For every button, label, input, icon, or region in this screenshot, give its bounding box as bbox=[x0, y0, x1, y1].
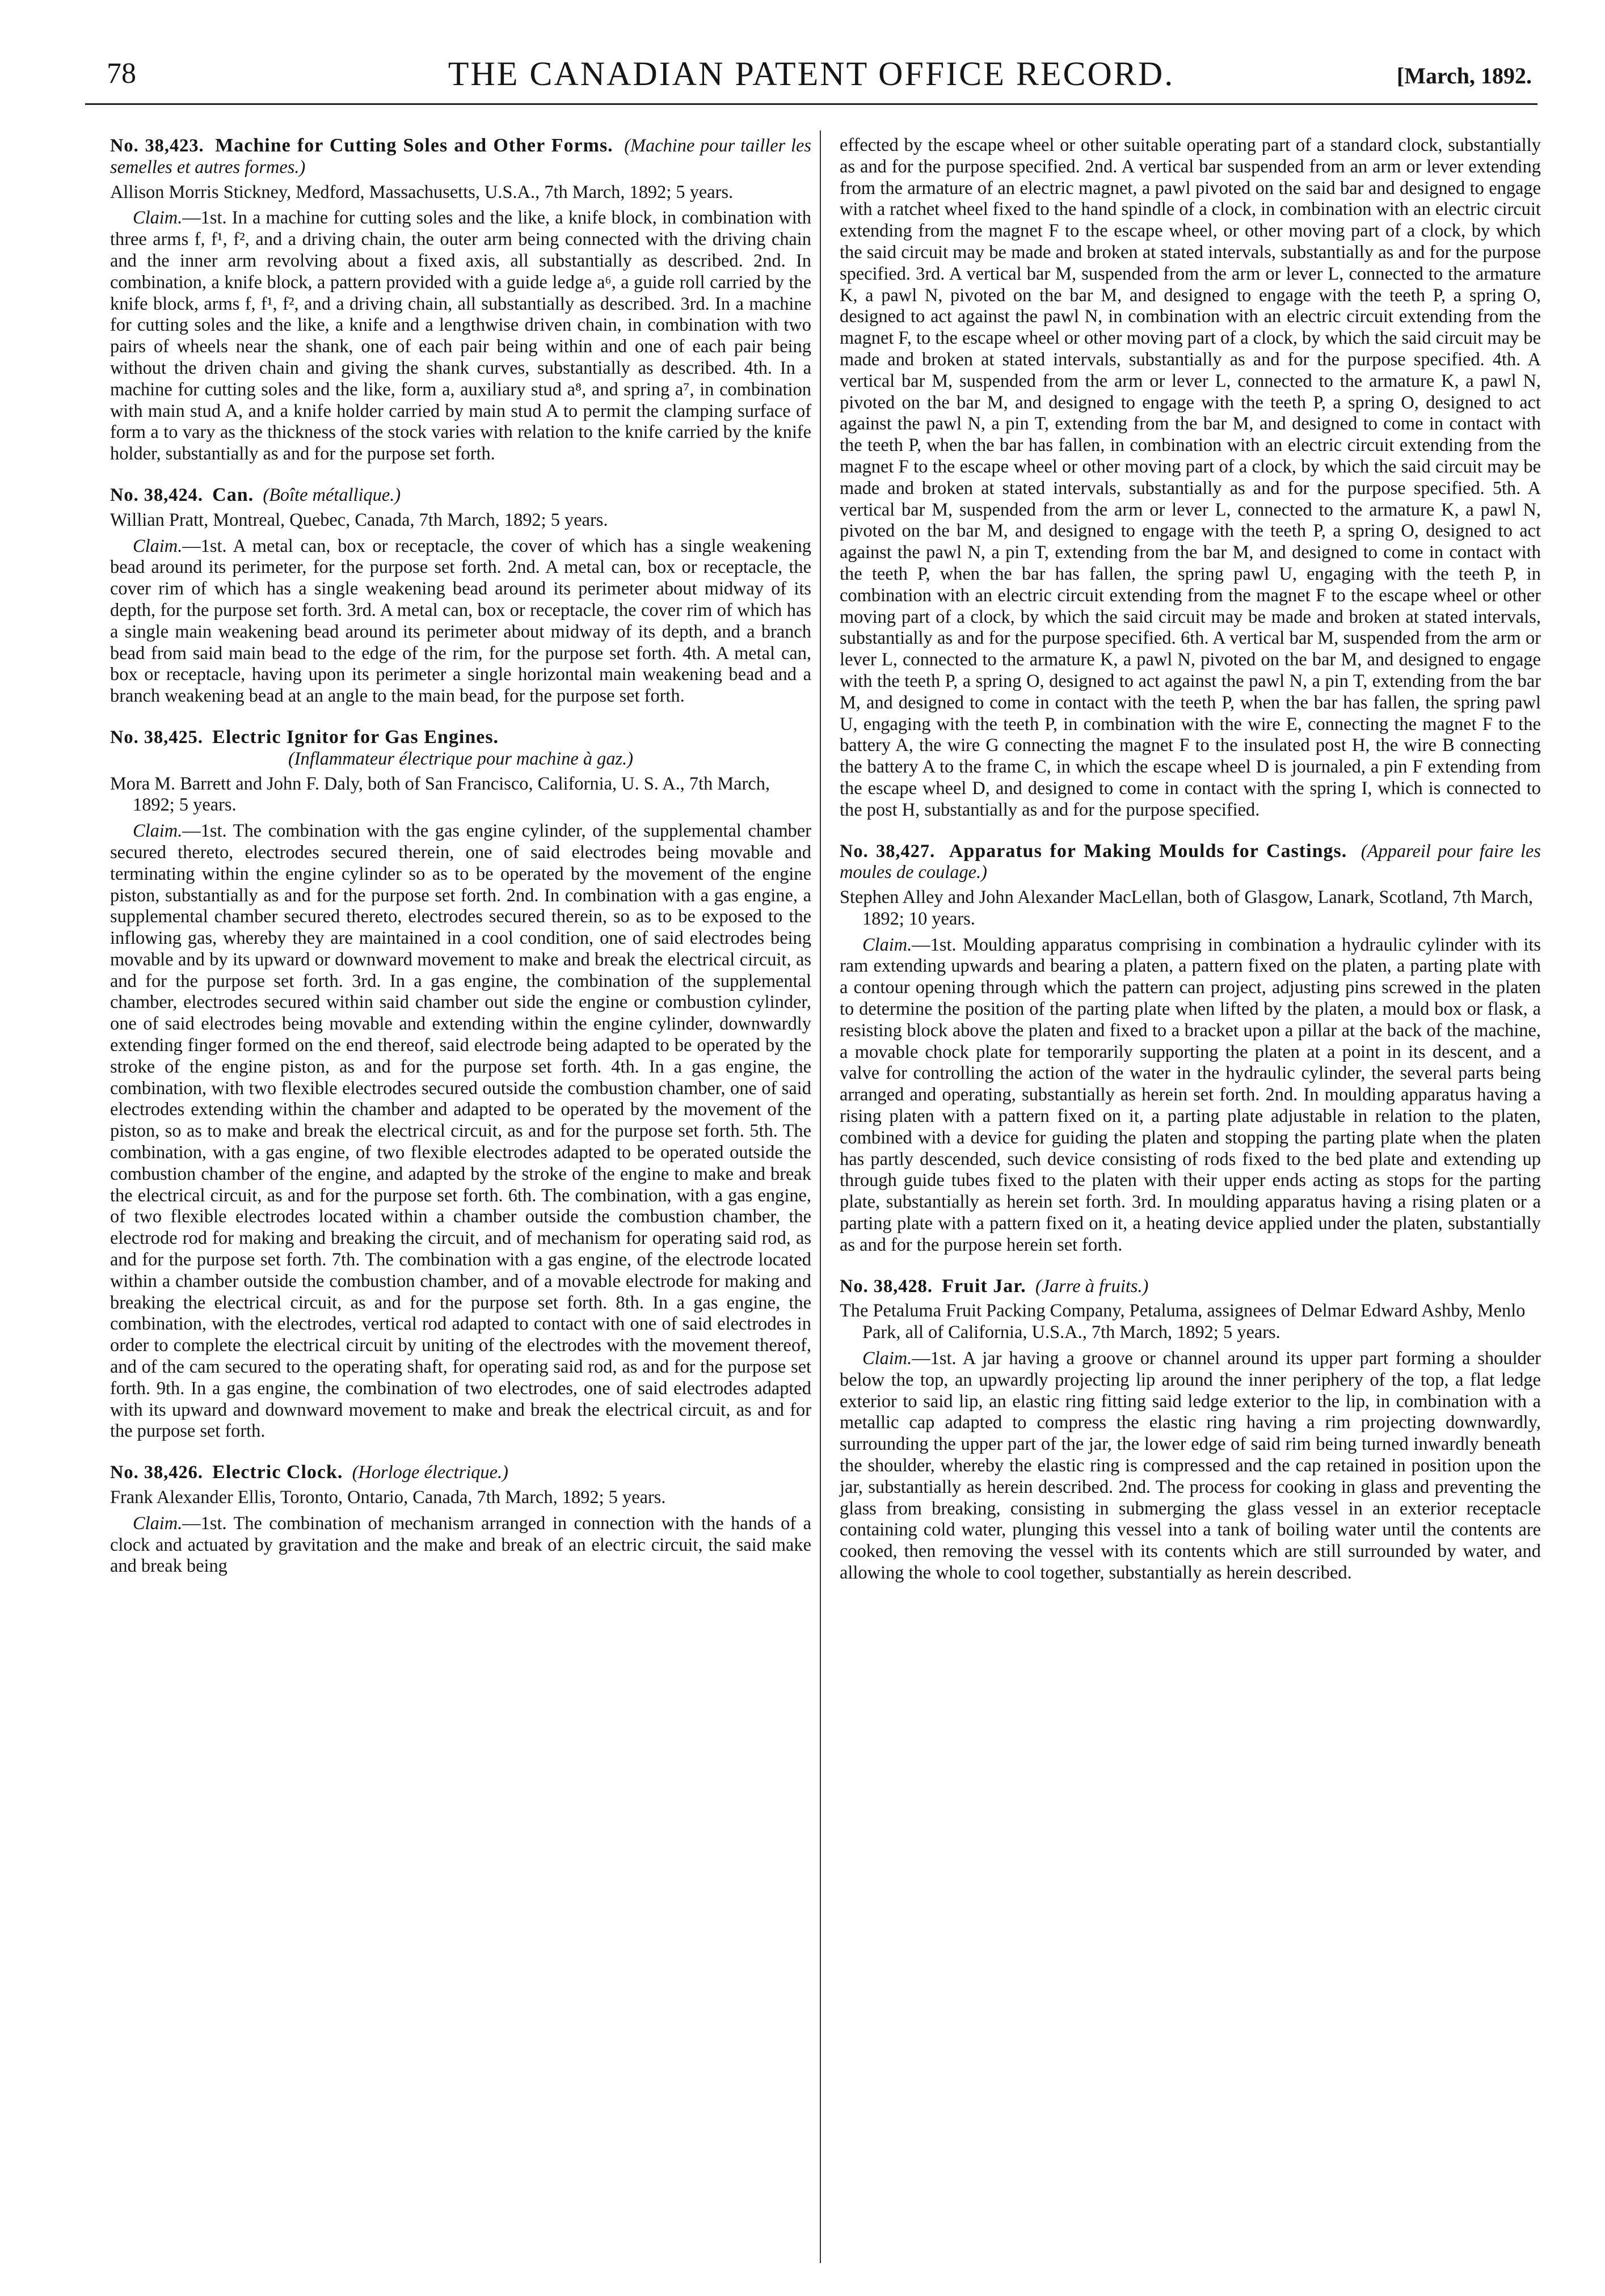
patent-claim bbox=[840, 935, 1541, 1256]
patent-meta: Mora M. Barrett and John F. Daly, both of San Francisco, California, U. S. A., 7th March, 1892; 5 years. bbox=[110, 773, 770, 816]
entry-heading bbox=[110, 484, 811, 507]
right-column bbox=[840, 135, 1541, 1603]
patent-number: No. 38,425. bbox=[110, 727, 203, 748]
patent-entry-38428 bbox=[840, 1276, 1541, 1584]
patent-entry-38427 bbox=[840, 841, 1541, 1256]
entry-heading bbox=[110, 1462, 811, 1484]
claim-label: Claim. bbox=[133, 1513, 183, 1534]
header-rule bbox=[85, 103, 1537, 105]
patent-title: Fruit Jar. bbox=[942, 1275, 1026, 1297]
entry-heading bbox=[110, 727, 811, 749]
patent-claim bbox=[110, 1513, 811, 1577]
patent-number: No. 38,426. bbox=[110, 1462, 203, 1483]
journal-title: THE CANADIAN PATENT OFFICE RECORD. bbox=[448, 55, 1175, 92]
patent-title: Apparatus for Making Moulds for Castings. bbox=[949, 840, 1347, 862]
claim-label: Claim. bbox=[133, 821, 183, 842]
french-title: (Boîte métallique.) bbox=[263, 484, 401, 505]
claim-text: —1st. In a machine for cutting soles and the like, a knife block, in combination with three arms f, f¹, f², and a driving chain, the outer arm being connected with the driving chain and the inner arm revolving about a fixed axis, all substantially as described. 2nd. In combination, a knife block, a pattern provided with a guide ledge a⁶, a guide roll carried by the knife block, arms f, f¹, f², and a driving chain, all substantially as described. 3rd. In a machine for cutting soles and the like, a knife and a lengthwise driven chain, in combination with two pairs of wheels near the shank, one of each pair being within and one of each pair being without the driven chain and giving the shank curves, substantially as described. 4th. In a machine for cutting soles and the like, form a, auxiliary stud a⁸, and spring a⁷, in combination with main stud A, and a knife holder carried by main stud A to permit the clamping surface of form a to vary as the thickness of the stock varies with relation to the knife carried by the knife holder, substantially as and for the purpose set forth. bbox=[110, 208, 811, 465]
french-title: (Appareil pour faire les moules de coulage.) bbox=[840, 841, 1541, 883]
claim-text: —1st. The combination with the gas engine cylinder, of the supplemental chamber secured thereto, electrodes secured therein, one of said electrodes being movable and terminating within the engine cylinder so as to be operated by the movement of the engine piston, substantially as and for the purpose set forth. 2nd. In combination with a gas engine, a supplemental chamber secured thereto, electrodes secured therein, so as to be exposed to the inflowing gas, whereby they are maintained in a cool condition, one of said electrodes being movable and by its upward or downward movement to make and break the electrical circuit, as and for the purpose set forth. 3rd. In a gas engine, the combination of the supplemental chamber, electrodes secured within said chamber out side the engine or combustion cylinder, one of said electrodes being movable and extending within the engine cylinder, downwardly extending finger formed on the end thereof, said electrode being adapted to be operated by the stroke of the engine piston, as and for the purpose set forth. 4th. In a gas engine, the combination, with two flexible electrodes secured outside the combustion chamber, one of said electrodes extending within the chamber and adapted to be operated by the movement of the piston, so as to make and break the electrical circuit, as and for the purpose set forth. 5th. The combination, with a gas engine, of two flexible electrodes adapted to be operated outside the combustion chamber of the engine, and adapted by the stroke of the engine to make and break the electrical circuit, as and for the purpose set forth. 6th. The combination, with a gas engine, of two flexible electrodes located within a chamber outside the combustion chamber, the electrode rod for making and breaking the circuit, and of mechanism for operating said rod, as and for the purpose set forth. 7th. The combination with a gas engine, of the electrode located within a chamber outside the combustion chamber, and of a movable electrode for making and breaking the electrical circuit, as and for the purpose set forth. 8th. In a gas engine, the combination, with the electrodes, vertical rod adapted to contact with one of said electrodes in order to complete the electrical circuit by uniting of the electrodes with the movement thereof, and of the cam secured to the operating shaft, for operating said rod, as and for the purpose set forth. 9th. In a gas engine, the combination of two electrodes, one of said electrodes adapted with its upward and downward movement to make and break the electrical circuit, as and for the purpose set forth. bbox=[110, 821, 811, 1442]
claim-continuation: effected by the escape wheel or other suitable operating part of a standard clock, substantially as and for the purpose specified. 2nd. A vertical bar suspended from an arm or lever extending from the armature of an electric magnet, a pawl pivoted on the said bar and designed to engage with a ratchet wheel fixed to the hand spindle of a clock, in combination with an electric circuit extending from the magnet F to the escape wheel, or other moving part of a clock, by which the said circuit may be made and broken at stated intervals, substantially as and for the purpose specified. 3rd. A vertical bar M, suspended from the arm or lever L, connected to the armature K, a pawl N, pivoted on the bar M, and designed to engage with the teeth P, a spring O, designed to act against the pawl N, in combination with an electric circuit extending from the magnet F, to the escape wheel or other moving part of a clock, by which the said circuit may be made and broken at stated intervals, substantially as and for the purpose specified. 4th. A vertical bar M, suspended from the arm or lever L, connected to the armature K, a pawl N, pivoted on the bar M, and designed to engage with the teeth P, a spring O, designed to act against the pawl N, a pin T, extending from the bar M, and designed to come in contact with the teeth P, when the bar has fallen, in combination with an electric circuit extending from the magnet F to the escape wheel or other moving part of a clock, by which the said circuit may be made and broken at stated intervals, substantially as and for the purpose specified. 5th. A vertical bar M, suspended from the arm or lever L, connected to the armature K, a pawl N, pivoted on the bar M, and designed to engage with the teeth P, a spring O, designed to act against the pawl N, a pin T, extending from the bar M, and designed to come in contact with the teeth P, when the bar has fallen, the spring pawl U, engaging with the teeth P, in combination with an electric circuit extending from the magnet F to the escape wheel or other moving part of a clock, by which the said circuit may be made and broken at stated intervals, substantially as and for the purpose specified. 6th. A vertical bar M, suspended from the arm or lever L, connected to the armature K, a pawl N, pivoted on the bar M, and designed to engage with the teeth P, a spring O, designed to act against the pawl N, a pin T, extending from the bar M, and designed to come in contact with the teeth P, when the bar has fallen, the spring pawl U, engaging with the teeth P, in combination with the wire E, connecting the magnet F to the battery A, the wire G connecting the magnet F to the insulated post H, the wire B connecting the battery A to the frame C, in which the escape wheel D is journaled, a pin F extending from the escape wheel D, and designed to come in contact with the spring I, which is connected to the post H, substantially as and for the purpose specified. bbox=[840, 135, 1541, 820]
left-column bbox=[110, 135, 811, 1577]
patent-title: Can. bbox=[212, 484, 254, 505]
issue-date: [March, 1892. bbox=[1396, 63, 1532, 88]
french-title: (Machine pour tailler les semelles et autres formes.) bbox=[110, 136, 811, 178]
patent-number: No. 38,428. bbox=[840, 1276, 933, 1297]
patent-entry-38424 bbox=[110, 484, 811, 707]
patent-claim bbox=[110, 821, 811, 1442]
claim-label: Claim. bbox=[133, 208, 183, 229]
patent-number: No. 38,424. bbox=[110, 484, 203, 505]
patent-claim bbox=[840, 1348, 1541, 1584]
claim-label: Claim. bbox=[862, 1348, 912, 1369]
claim-text: —1st. A metal can, box or receptacle, the cover of which has a single weakening bead around its perimeter, for the purpose set forth. 2nd. A metal can, box or receptacle, the cover rim of which has a single weakening bead around its perimeter about midway of its depth, for the purpose set forth. 3rd. A metal can, box or receptacle, the cover rim of which has a single main weakening bead around its perimeter about midway of its depth, and a branch bead from said main bead to the edge of the rim, for the purpose set forth. 4th. A metal can, box or receptacle, having upon its perimeter a single horizontal main weakening bead and a branch weakening bead at an angle to the main bead, for the purpose set forth. bbox=[110, 535, 811, 707]
patent-title: Electric Clock. bbox=[212, 1462, 343, 1483]
patent-meta: Allison Morris Stickney, Medford, Massachusetts, U.S.A., 7th March, 1892; 5 years. bbox=[110, 182, 734, 202]
patent-entry-38426-continued bbox=[840, 135, 1541, 821]
claim-text: —1st. The combination of mechanism arranged in connection with the hands of a clock and actuated by gravitation and the make and break of an electric circuit, the said make and break being bbox=[110, 1513, 811, 1577]
french-title: (Horloge électrique.) bbox=[352, 1462, 508, 1483]
patent-meta: Frank Alexander Ellis, Toronto, Ontario, Canada, 7th March, 1892; 5 years. bbox=[110, 1487, 666, 1508]
patent-claim bbox=[110, 536, 811, 707]
patent-entry-38426 bbox=[110, 1462, 811, 1577]
claim-label: Claim. bbox=[133, 535, 183, 556]
entry-heading bbox=[840, 841, 1541, 884]
patent-meta: Stephen Alley and John Alexander MacLellan, both of Glasgow, Lanark, Scotland, 7th March, 1892; 10 years. bbox=[840, 887, 1534, 929]
patent-entry-38425 bbox=[110, 727, 811, 1442]
patent-title: Electric Ignitor for Gas Engines. bbox=[212, 726, 499, 748]
french-title: (Jarre à fruits.) bbox=[1035, 1276, 1149, 1297]
patent-title: Machine for Cutting Soles and Other Forms. bbox=[215, 135, 613, 156]
claim-text: —1st. Moulding apparatus comprising in combination a hydraulic cylinder with its ram extending upwards and bearing a platen, a pattern fixed on the platen, a parting plate with a contour opening through which the pattern can project, adjusting pins screwed in the platen to determine the position of the parting plate when lifted by the platen, a mould box or flask, a resisting block above the platen and fixed to a bracket upon a pillar at the back of the machine, a movable chock plate for temporarily supporting the platen at a point in its descent, and a valve for controlling the action of the water in the hydraulic cylinder, the several parts being arranged and operating, substantially as herein set forth. 2nd. In moulding apparatus having a rising platen with a pattern fixed on it, a parting plate adjustable in relation to the platen, combined with a device for guiding the platen and stopping the parting plate when the platen has partly descended, such device consisting of rods fixed to the bed plate and extending up through guide tubes fixed to the platen with their upper ends acting as stops for the parting plate, substantially as herein set forth. 3rd. In moulding apparatus having a rising platen or a parting plate with a pattern fixed on it, a heating device applied under the platen, substantially as and for the purpose herein set forth. bbox=[840, 934, 1541, 1255]
column-divider bbox=[820, 130, 821, 2263]
claim-label: Claim. bbox=[862, 934, 912, 955]
patent-claim bbox=[110, 208, 811, 465]
patent-number: No. 38,427. bbox=[840, 841, 936, 862]
entry-heading bbox=[110, 135, 811, 179]
page bbox=[85, 40, 1541, 2274]
french-title: (Inflammateur électrique pour machine à gaz.) bbox=[288, 748, 634, 769]
patent-entry-38423 bbox=[110, 135, 811, 465]
patent-number: No. 38,423. bbox=[110, 136, 204, 156]
claim-text: —1st. A jar having a groove or channel around its upper part forming a shoulder below the top, an upwardly projecting lip around the inner periphery of the top, a flat ledge exterior to said lip, an elastic ring fitting said ledge exterior to the lip, in combination with a metallic cap adapted to compress the elastic ring having a rim projecting downwardly, surrounding the upper part of the jar, the lower edge of said rim being turned inwardly beneath the shoulder, whereby the elastic ring is compressed and the cap retained in position upon the jar, substantially as herein described. 2nd. The process for cooking in glass and preventing the glass from breaking, consisting in submerging the glass vessel in an exterior receptacle containing cold water, plunging this vessel into a tank of boiling water until the contents are cooked, then removing the vessel with its contents which are still surrounded by water, and allowing the whole to cool together, substantially as herein described. bbox=[840, 1348, 1541, 1583]
patent-meta: Willian Pratt, Montreal, Quebec, Canada, 7th March, 1892; 5 years. bbox=[110, 509, 608, 530]
page-number: 78 bbox=[107, 57, 136, 90]
running-header bbox=[85, 50, 1537, 101]
entry-heading bbox=[840, 1276, 1541, 1298]
patent-meta: The Petaluma Fruit Packing Company, Petaluma, assignees of Delmar Edward Ashby, Menlo Park, all of California, U.S.A., 7th March, 1892; 5 years. bbox=[840, 1301, 1526, 1343]
